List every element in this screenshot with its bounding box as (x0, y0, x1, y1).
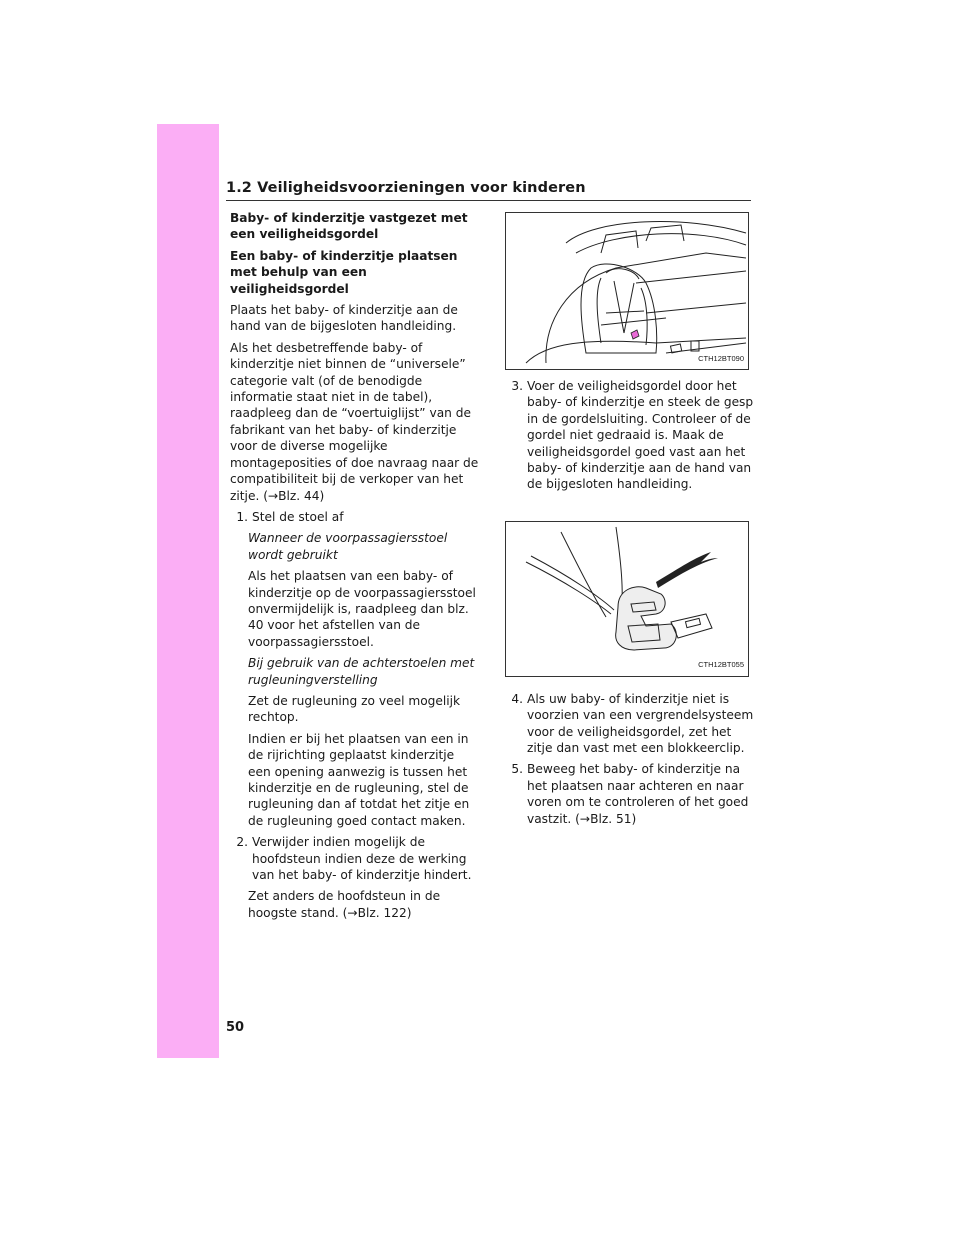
figure-code: CTH12BT090 (698, 353, 744, 363)
child-seat-illustration-icon (506, 213, 748, 369)
paragraph-headrest: Zet anders de hoofdsteun in de hoogste stand. (→Blz. 122) (248, 889, 441, 920)
paragraph-universal-category: Als het desbetreffende baby- of kinderzitje niet binnen de “universele” categorie valt (of de benodigde informatie staat niet in de tabel), raadpleeg dan de “voertuiglijst” van de fabrikant van het baby- of kinderzitje voor de diverse mogelijke montageposities of doe navraag naar de compatibiliteit bij de verkoper van het zitje. (→Blz. 44) (230, 340, 479, 503)
figure-code: CTH12BT055 (698, 660, 744, 670)
step-4 (505, 691, 755, 757)
blocking-clip-figure (505, 521, 749, 677)
right-column (505, 212, 755, 832)
step-number: 4. (511, 691, 523, 706)
section-header: 1.2 Veiligheidsvoorzieningen voor kinderen (226, 178, 751, 201)
arrow-pointer-icon (656, 552, 718, 588)
heading-seatbelt-child-seat: Baby- of kinderzitje vastgezet met een veiligheidsgordel (230, 211, 468, 242)
step-number: 5. (511, 762, 523, 777)
step-text: Verwijder indien mogelijk de hoofdsteun indien deze de werking van het baby- of kinderzitje hindert. (252, 835, 472, 883)
paragraph-upright: Zet de rugleuning zo veel mogelijk rechtop. (248, 693, 461, 725)
step-text: Voer de veiligheidsgordel door het baby- of kinderzitje en steek de gesp in de gordelsluiting. Controleer of de gordel niet gedraaid is. Maak de veiligheidsgordel goed vast aan het baby- of kinderzitje aan de hand van de bijgesloten handleiding. (527, 379, 754, 492)
subheading-rear-seat: Bij gebruik van de achterstoelen met rugleuningverstelling (248, 656, 475, 687)
paragraph-front-seat: Als het plaatsen van een baby- of kinderzitje op de voorpassagiersstoel onvermijdelijk is, raadpleeg dan blz. 40 voor het afstellen van de voorpassagiersstoel. (248, 569, 476, 649)
step-number: 1. (236, 509, 248, 524)
step-number: 3. (511, 379, 523, 393)
paragraph-gap: Indien er bij het plaatsen van een in de rijrichting geplaatst kinderzitje een opening aanwezig is tussen het kinderzitje en de rugleuning, stel de rugleuning dan af totdat het zitje en de rugleuning goed contact maken. (248, 731, 470, 828)
step-text: Beweeg het baby- of kinderzitje na het plaatsen naar achteren en naar voren om te controleren of het goed vastzit. (→Blz. 51) (527, 762, 749, 826)
step-5 (505, 761, 755, 827)
blocking-clip-illustration-icon (506, 522, 748, 676)
subheading-front-seat: Wanneer de voorpassagiersstoel wordt gebruikt (248, 531, 448, 562)
left-column (230, 210, 480, 926)
heading-install-child-seat: Een baby- of kinderzitje plaatsen met behulp van een veiligheidsgordel (230, 248, 458, 296)
page-number: 50 (226, 1020, 245, 1035)
step-text: Als uw baby- of kinderzitje niet is voorzien van een vergrendelsysteem voor de veiligheidsgordel, zet het zitje dan vast met een blokkeerclip. (527, 691, 754, 756)
child-seat-figure (505, 212, 749, 370)
paragraph-install-manual: Plaats het baby- of kinderzitje aan de hand van de bijgesloten handleiding. (230, 303, 458, 334)
step-3 (505, 378, 755, 493)
step-2 (230, 834, 480, 883)
pink-side-tab (157, 124, 219, 1058)
step-number: 2. (236, 835, 248, 850)
step-1 (230, 509, 480, 525)
step-text: Stel de stoel af (252, 509, 344, 524)
